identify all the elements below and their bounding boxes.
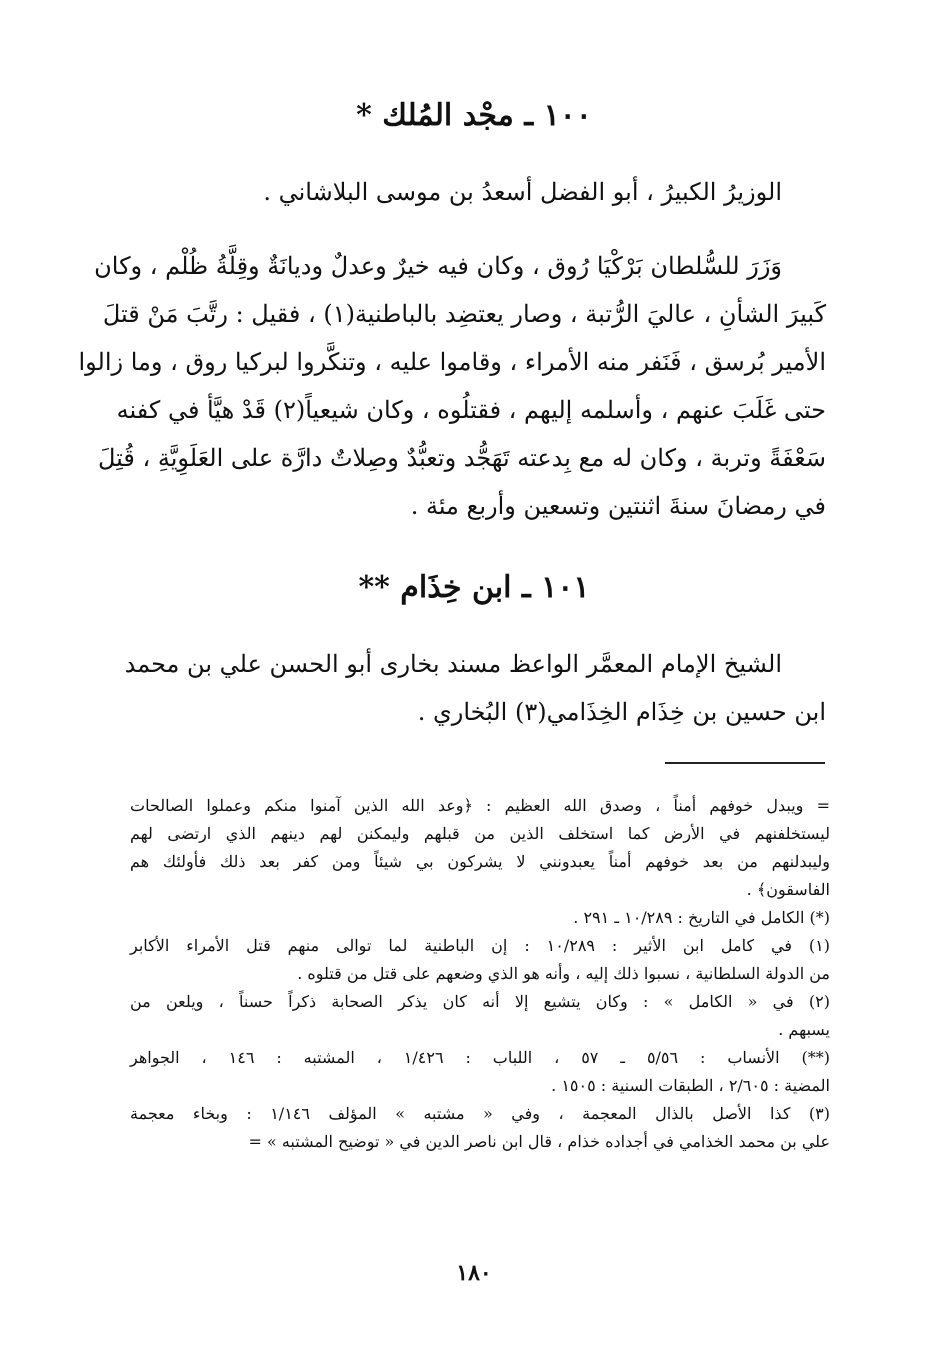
footnote-line: (١) في كامل ابن الأثير : ١٠/٢٨٩ : إن الباطنية لما توالى منهم قتل الأمراء الأكابر [130,936,830,955]
entry-body-101 [124,640,826,736]
footnote-line: المضية : ٢/٦٠٥ ، الطبقات السنية : ١٥٠٥ . [551,1076,830,1095]
footnote-separator [665,762,825,764]
footnote-line: الفاسقون﴾ . [746,880,830,899]
text-line: كَبيرَ الشأنِ ، عاليَ الرُّتبة ، وصار يعتضِد بالباطنية(١) ، فقيل : رتَّبَ مَنْ قتلَ [102,300,826,328]
footnote-line: وليبدلنهم من بعد خوفهم أمناً يعبدونني لا يشركون بي شيئاً ومن كفر بعد ذلك فأولئك هم [130,852,830,871]
footnote-line: (**) الأنساب : ٥/٥٦ ـ ٥٧ ، اللباب : ١/٤٢٦ ، المشتبه : ١٤٦ ، الجواهر [130,1048,831,1067]
footnote-line: ليستخلفنهم في الأرض كما استخلف الذين من قبلهم وليمكنن لهم دينهم الذي ارتضى لهم [130,824,831,843]
entry-body-100 [78,242,826,530]
entry-heading-100: ١٠٠ ـ مجْد المُلك * [356,98,592,133]
footnote-line: يسبهم . [778,1020,830,1039]
footnotes [130,792,830,1156]
footnote-line: من الدولة السلطانية ، نسبوا ذلك إليه ، وأنه هو الذي وضعهم على قتل من قتلوه . [297,964,830,983]
text-line: الأمير بُرسق ، فَنَفر منه الأمراء ، وقاموا عليه ، وتنكَّروا لبركيا روق ، وما زالوا [78,348,826,376]
text-line: وَزَرَ للسُّلطان بَرْكْيَا رُوق ، وكان فيه خيرٌ وعدلٌ وديانَةٌ وقِلَّةُ ظُلْم ، وكان [94,252,782,280]
text-line: الوزيرُ الكبيرُ ، أبو الفضل أسعدُ بن موسى البلاشاني . [263,178,782,206]
footnote-line: = ويبدل خوفهم أمناً ، وصدق الله العظيم : ﴿وعد الله الذين آمنوا منكم وعملوا الصالحات [130,796,830,815]
footnote-line: (٢) في « الكامل » : وكان يتشيع إلا أنه كان يذكر الصحابة ذكراً حسناً ، ويلعن من [130,992,830,1011]
text-line: الشيخ الإمام المعمَّر الواعظ مسند بخارى أبو الحسن علي بن محمد [124,650,782,678]
text-line: في رمضانَ سنةَ اثنتين وتسعين وأربع مئة . [410,492,826,520]
footnote-line: علي بن محمد الخذامي في أجداده خذام ، قال ابن ناصر الدين في « توضيح المشتبه » = [248,1132,830,1151]
text-line: حتى غَلَبَ عنهم ، وأسلمه إليهم ، فقتلُوه ، وكان شيعياً(٢) قَدْ هيَّأ في كفنه [116,396,826,424]
text-line: ابن حسين بن خِذَام الخِذَامي(٣) البُخاري . [417,698,826,726]
footnote-line: (٣) كذا الأصل بالذال المعجمة ، وفي « مشتبه » المؤلف ١/١٤٦ : وبخاء معجمة [130,1104,831,1123]
page-number: ١٨٠ [456,1260,492,1286]
text-line: سَعْفَةً وتربة ، وكان له مع بِدعته تَهَجُّد وتعبُّدٌ وصِلاتٌ دارَّة على العَلَوِيَّةِ ، قُتِلَ [97,444,826,472]
entry-heading-101: ١٠١ ـ ابن خِذَام ** [358,570,590,605]
entry-title-line-100 [136,168,826,216]
footnote-line: (*) الكامل في التاريخ : ١٠/٢٨٩ ـ ٢٩١ . [573,908,830,927]
